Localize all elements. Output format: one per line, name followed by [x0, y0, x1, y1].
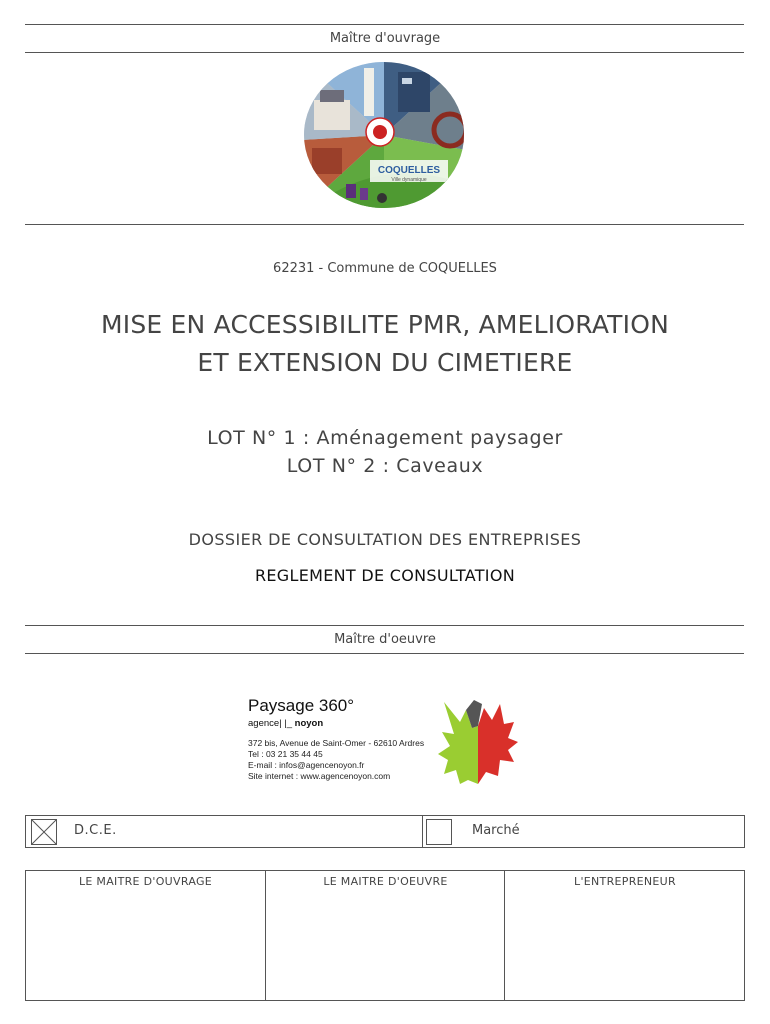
lot-1: LOT N° 1 : Aménagement paysager: [207, 427, 563, 449]
status-divider: [422, 816, 423, 847]
title-line-2: ET EXTENSION DU CIMETIERE: [197, 348, 573, 377]
marche-checkbox[interactable]: [426, 819, 452, 845]
signature-label-entrepreneur: L'ENTREPRENEUR: [574, 875, 676, 888]
status-row: [25, 815, 745, 848]
signature-label-oeuvre: LE MAITRE D'OEUVRE: [323, 875, 448, 888]
document-title: [0, 306, 770, 382]
signature-table: [25, 870, 745, 1001]
commune-line: 62231 - Commune de COQUELLES: [273, 261, 497, 276]
signature-cell-oeuvre: [265, 871, 505, 1000]
dce-label: D.C.E.: [74, 823, 117, 838]
dossier-label: DOSSIER DE CONSULTATION DES ENTREPRISES: [188, 530, 582, 549]
agency-leaf-logo: [438, 696, 518, 790]
maitre-oeuvre-label: Maître d'oeuvre: [334, 632, 436, 647]
logo-name-text: COQUELLES: [377, 165, 441, 176]
agency-prefix: agence: [248, 718, 280, 729]
header-rule: [25, 52, 744, 53]
agency-site: Site internet : www.agencenoyon.com: [248, 771, 391, 781]
signature-cell-entrepreneur: [504, 871, 745, 1000]
top-rule: [25, 24, 744, 25]
coquelles-logo: [302, 60, 466, 210]
logo-slogan-text: Ville dynamique: [391, 177, 427, 183]
agency-name: Paysage 360°: [248, 696, 355, 715]
agency-tel: Tel : 03 21 35 44 45: [248, 749, 323, 759]
maitre-ouvrage-label: Maître d'ouvrage: [329, 31, 441, 46]
agency-block: [248, 696, 448, 782]
title-line-1: MISE EN ACCESSIBILITE PMR, AMELIORATION: [100, 310, 670, 339]
oeuvre-bottom-rule: [25, 653, 744, 654]
signature-label-ouvrage: LE MAITRE D'OUVRAGE: [78, 875, 213, 888]
marche-label: Marché: [472, 823, 520, 838]
agency-brand-name: noyon: [294, 718, 324, 729]
checked-x-icon: [32, 820, 56, 844]
oeuvre-top-rule: [25, 625, 744, 626]
agency-brand: agence| |_ noyon: [248, 718, 324, 729]
signature-cell-ouvrage: [26, 871, 265, 1000]
lots-block: [0, 424, 770, 480]
reglement-label: REGLEMENT DE CONSULTATION: [254, 566, 515, 585]
lot-2: LOT N° 2 : Caveaux: [286, 455, 484, 477]
agency-address: 372 bis, Avenue de Saint-Omer - 62610 Ardres: [248, 738, 425, 748]
logo-bottom-rule: [25, 224, 744, 225]
agency-email: E-mail : infos@agencenoyon.fr: [248, 760, 365, 770]
dce-checkbox[interactable]: [31, 819, 57, 845]
